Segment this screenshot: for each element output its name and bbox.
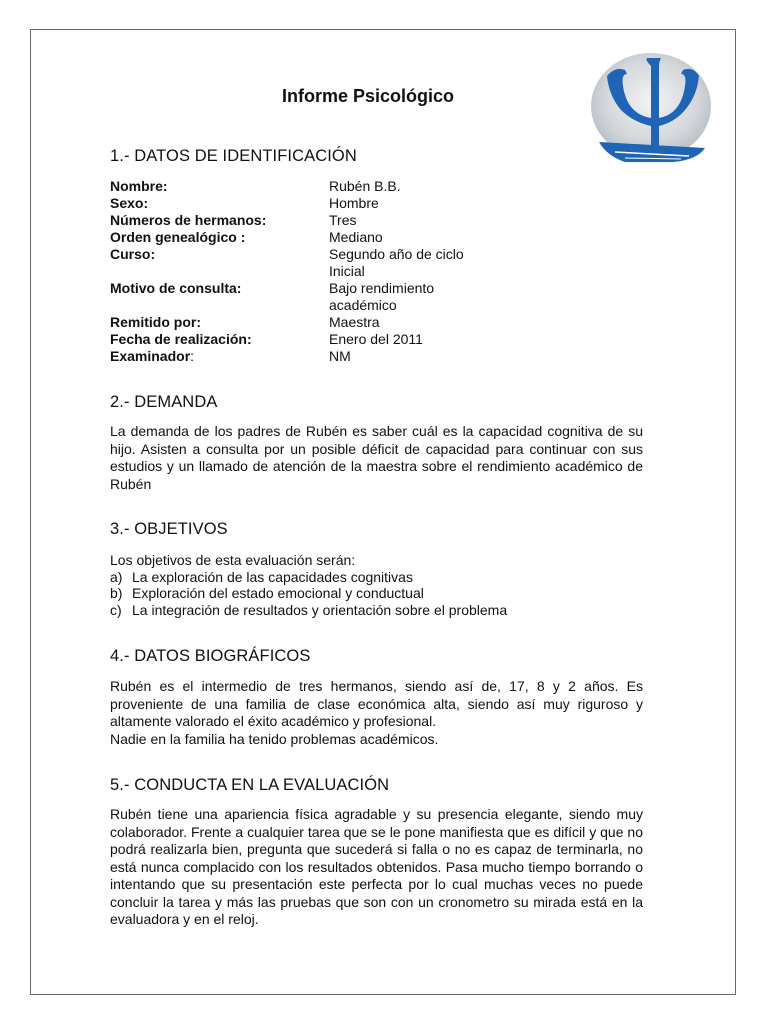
field-value: Tres (329, 212, 357, 228)
list-item-text: La integración de resultados y orientación sobre el problema (132, 601, 508, 618)
objetivos-list (110, 552, 643, 618)
field-value: Hombre (329, 195, 379, 211)
field-row-fecha (110, 331, 499, 348)
field-label-text: Examinador (110, 348, 191, 364)
section-heading-demanda: 2.- DEMANDA (110, 393, 218, 411)
identification-fields (110, 178, 499, 365)
field-label: Fecha de realización: (110, 331, 252, 347)
field-row-sexo (110, 195, 499, 212)
field-value: Rubén B.B. (329, 178, 401, 194)
list-item (110, 602, 643, 619)
section-heading-biograficos: 4.- DATOS BIOGRÁFICOS (110, 647, 311, 665)
field-label (110, 348, 329, 365)
section-heading-conducta: 5.- CONDUCTA EN LA EVALUACIÓN (110, 776, 390, 794)
field-row-nombre (110, 178, 499, 195)
objetivos-intro: Los objetivos de esta evaluación serán: (110, 552, 356, 568)
field-row-curso (110, 246, 499, 280)
field-label: Orden genealógico : (110, 229, 246, 245)
field-row-motivo (110, 280, 499, 314)
field-label: Remitido por: (110, 314, 201, 330)
section-heading-objetivos: 3.- OBJETIVOS (110, 520, 228, 538)
field-label: Nombre: (110, 178, 168, 194)
field-row-examinador (110, 348, 499, 365)
field-value: Segundo año de ciclo Inicial (329, 246, 464, 279)
field-value: Enero del 2011 (329, 331, 423, 347)
list-marker: c) (110, 601, 122, 618)
field-value: Mediano (329, 229, 383, 245)
field-label: Curso: (110, 246, 156, 262)
field-label: Números de hermanos: (110, 212, 267, 228)
field-value: Bajo rendimiento académico (329, 280, 435, 313)
field-label: Motivo de consulta: (110, 280, 242, 296)
list-marker: a) (110, 568, 123, 585)
list-item-text: La exploración de las capacidades cognitivas (132, 568, 413, 585)
demanda-paragraph (110, 423, 643, 493)
field-row-hermanos (110, 212, 499, 229)
field-label-colon: : (190, 348, 195, 364)
psi-logo-icon (585, 52, 717, 167)
list-item (110, 569, 643, 586)
field-row-remitido (110, 314, 499, 331)
field-row-orden (110, 229, 499, 246)
list-item-text: Exploración del estado emocional y conductual (132, 585, 424, 601)
field-label: Sexo: (110, 195, 149, 211)
field-value: Maestra (329, 314, 380, 330)
list-marker: b) (110, 585, 123, 601)
demanda-text: La demanda de los padres de Rubén es saber cuál es la capacidad cognitiva de su hijo. Asisten a consulta por un posible déficit de capacidad para continuar con sus estudios y un llamado de atención de la maestra sobre el rendimiento académico de Rubén (110, 423, 643, 492)
biograficos-paragraph (110, 678, 643, 748)
biograficos-text: Rubén es el intermedio de tres hermanos, siendo así de, 17, 8 y 2 años. Es proveniente de una familia de clase económica alta, siendo así muy riguroso y altamente valorado el éxito académico y profesional. (110, 678, 643, 729)
conducta-paragraph (110, 806, 643, 929)
section-heading-datos: 1.- DATOS DE IDENTIFICACIÓN (110, 147, 357, 165)
field-value: NM (329, 348, 351, 364)
document-title: Informe Psicológico (282, 86, 455, 106)
conducta-text: Rubén tiene una apariencia física agradable y su presencia elegante, siendo muy colaborador. Frente a cualquier tarea que se le pone manifiesta que es difícil y que no podrá realizarla bien, pregunta que sucederá si falla o no es capaz de terminarla, no está nunca complacido con los resultados obtenidos. Pasa mucho tiempo borrando o intentando que su presentación este perfecta por lo cual muchas veces no puede concluir la tarea y más las pruebas que son con un cronometro su mirada está en la evaluadora y en el reloj. (110, 806, 643, 927)
biograficos-text-2: Nadie en la familia ha tenido problemas académicos. (110, 730, 439, 747)
list-item (110, 585, 643, 602)
